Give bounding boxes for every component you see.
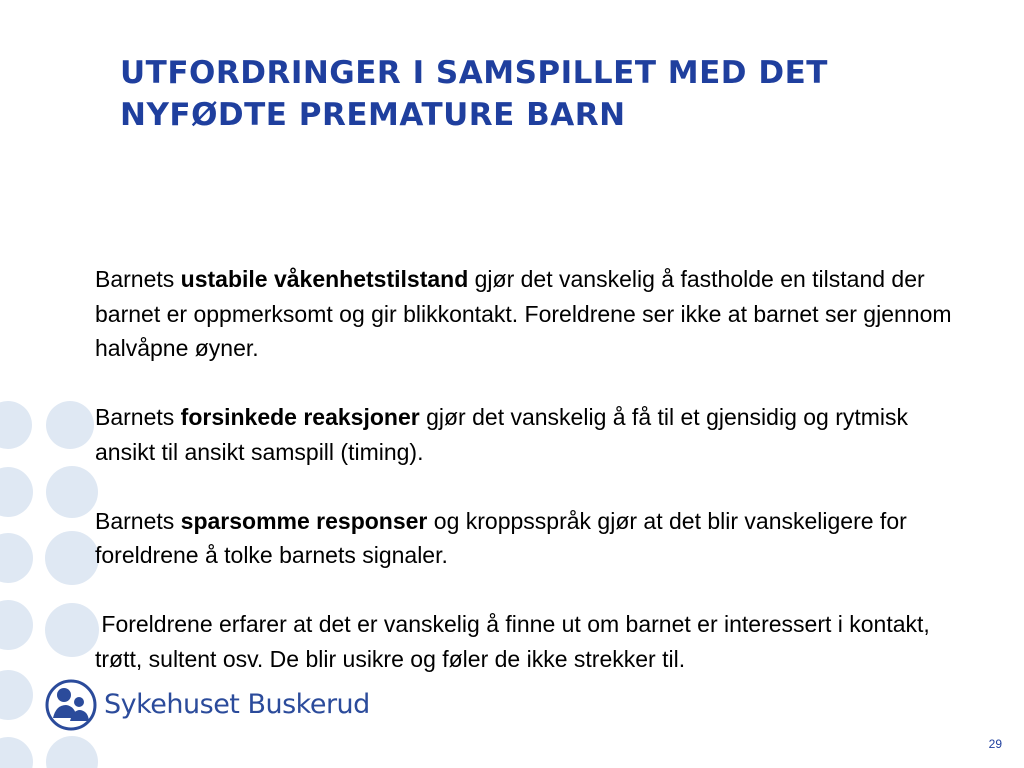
paragraph-3: [95, 504, 965, 573]
logo-text: Sykehuset Buskerud: [104, 689, 370, 720]
page-number: 29: [988, 737, 1002, 751]
paragraph-3-text-start: Barnets: [95, 507, 181, 534]
paragraph-2-text-start: Barnets: [95, 404, 181, 430]
paragraph-4-text: Foreldrene erfarer at det er vanskelig å finne ut om barnet er interessert i kontakt, trøtt, sultent osv. De blir usikre og føler de ikke strekker til.: [95, 611, 937, 672]
paragraph-1-text-end: gjør det vanskelig å fastholde en tilstand der barnet er oppmerksomt og gir blikkontakt. Foreldrene ser ikke at barnet ser gjennom halvåpne øyner.: [95, 266, 952, 361]
paragraph-2-emphasis: forsinkede reaksjoner: [180, 404, 420, 430]
slide-title-line-1: UTFORDRINGER I SAMSPILLET MED DET: [120, 55, 828, 91]
paragraph-3-emphasis: sparsomme responser: [180, 507, 428, 534]
paragraph-1-emphasis: ustabile våkenhetstilstand: [180, 266, 469, 292]
slide-title-line-2: NYFØDTE PREMATURE BARN: [120, 97, 626, 133]
slide-body: [95, 262, 965, 676]
paragraph-4: [95, 607, 965, 676]
paragraph-1: [95, 262, 965, 366]
decorative-dots: [0, 0, 110, 768]
paragraph-2: [95, 400, 965, 469]
slide-title: [120, 52, 980, 136]
paragraph-1-text-start: Barnets: [95, 266, 181, 292]
paragraph-2-text-end: gjør det vanskelig å få til et gjensidig og rytmisk ansikt til ansikt samspill (timing).: [95, 404, 909, 465]
paragraph-3-text-end: og kroppsspråk gjør at det blir vanskeligere for foreldrene å tolke barnets signaler.: [95, 507, 907, 568]
